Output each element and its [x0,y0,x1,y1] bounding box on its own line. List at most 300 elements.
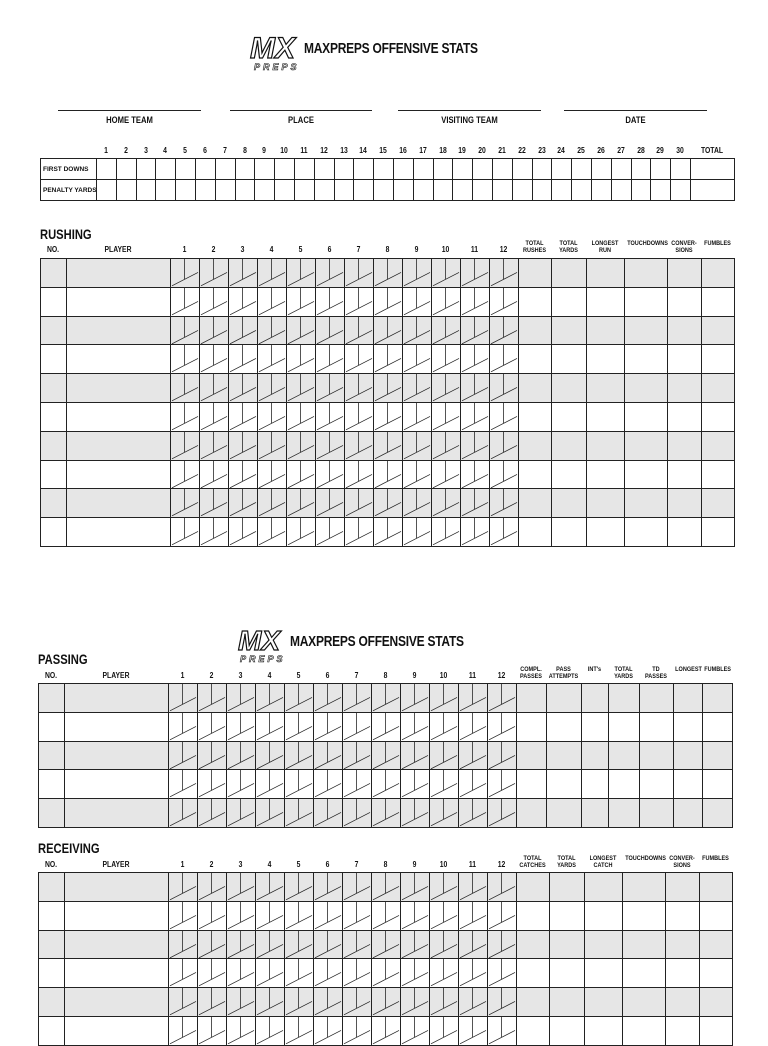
receiving-play-cell[interactable] [488,959,517,988]
summary-cell[interactable] [136,180,156,201]
rushing-stat-cell[interactable] [519,489,552,518]
rushing-play-cell[interactable] [171,287,200,316]
receiving-stat-cell[interactable] [585,930,623,959]
rushing-play-cell[interactable] [432,489,461,518]
passing-stat-cell[interactable] [609,770,640,799]
summary-cell[interactable] [393,180,413,201]
rushing-stat-cell[interactable] [668,431,702,460]
passing-stat-cell[interactable] [582,799,609,828]
passing-play-cell[interactable] [169,741,198,770]
rushing-play-cell[interactable] [171,402,200,431]
rushing-stat-cell[interactable] [552,345,587,374]
rushing-play-cell[interactable] [200,374,229,403]
receiving-no-cell[interactable] [39,873,65,902]
rushing-play-cell[interactable] [374,489,403,518]
summary-cell[interactable] [314,180,334,201]
summary-cell[interactable] [275,180,295,201]
rushing-no-cell[interactable] [41,374,67,403]
passing-play-cell[interactable] [285,712,314,741]
rushing-play-cell[interactable] [171,316,200,345]
rushing-play-cell[interactable] [461,431,490,460]
receiving-play-cell[interactable] [314,1016,343,1045]
receiving-play-cell[interactable] [401,988,430,1017]
receiving-stat-cell[interactable] [517,1016,550,1045]
rushing-stat-cell[interactable] [702,345,735,374]
receiving-play-cell[interactable] [314,930,343,959]
passing-play-cell[interactable] [198,684,227,713]
receiving-play-cell[interactable] [256,901,285,930]
passing-player-cell[interactable] [65,799,169,828]
rushing-play-cell[interactable] [432,460,461,489]
rushing-play-cell[interactable] [345,316,374,345]
summary-cell[interactable] [314,159,334,180]
passing-play-cell[interactable] [169,799,198,828]
rushing-stat-cell[interactable] [702,489,735,518]
rushing-play-cell[interactable] [403,431,432,460]
rushing-play-cell[interactable] [345,374,374,403]
summary-cell[interactable] [433,159,453,180]
receiving-stat-cell[interactable] [666,988,700,1017]
passing-play-cell[interactable] [256,799,285,828]
rushing-play-cell[interactable] [258,259,287,288]
rushing-play-cell[interactable] [200,316,229,345]
rushing-play-cell[interactable] [374,287,403,316]
summary-cell[interactable] [393,159,413,180]
receiving-play-cell[interactable] [488,930,517,959]
passing-no-cell[interactable] [39,799,65,828]
receiving-play-cell[interactable] [285,1016,314,1045]
rushing-stat-cell[interactable] [519,345,552,374]
summary-cell[interactable] [235,159,255,180]
rushing-stat-cell[interactable] [625,287,668,316]
rushing-stat-cell[interactable] [519,518,552,547]
rushing-stat-cell[interactable] [668,316,702,345]
receiving-play-cell[interactable] [198,930,227,959]
passing-play-cell[interactable] [401,770,430,799]
passing-play-cell[interactable] [285,684,314,713]
passing-no-cell[interactable] [39,684,65,713]
receiving-play-cell[interactable] [256,873,285,902]
rushing-play-cell[interactable] [258,287,287,316]
passing-play-cell[interactable] [401,712,430,741]
passing-stat-cell[interactable] [609,799,640,828]
passing-stat-cell[interactable] [703,770,733,799]
rushing-stat-cell[interactable] [625,374,668,403]
rushing-no-cell[interactable] [41,345,67,374]
summary-cell[interactable] [413,180,433,201]
summary-cell[interactable] [195,159,215,180]
receiving-stat-cell[interactable] [550,959,585,988]
rushing-play-cell[interactable] [229,431,258,460]
passing-play-cell[interactable] [198,799,227,828]
rushing-play-cell[interactable] [403,316,432,345]
rushing-play-cell[interactable] [229,460,258,489]
rushing-stat-cell[interactable] [552,489,587,518]
rushing-play-cell[interactable] [258,460,287,489]
summary-cell[interactable] [473,180,493,201]
rushing-play-cell[interactable] [316,518,345,547]
passing-stat-cell[interactable] [582,770,609,799]
rushing-stat-cell[interactable] [668,345,702,374]
receiving-stat-cell[interactable] [550,988,585,1017]
summary-cell[interactable] [492,180,512,201]
rushing-play-cell[interactable] [316,345,345,374]
rushing-play-cell[interactable] [490,287,519,316]
receiving-stat-cell[interactable] [585,873,623,902]
passing-play-cell[interactable] [227,712,256,741]
summary-cell[interactable] [374,180,394,201]
passing-play-cell[interactable] [343,712,372,741]
passing-stat-cell[interactable] [517,741,547,770]
passing-play-cell[interactable] [227,741,256,770]
rushing-stat-cell[interactable] [587,259,625,288]
receiving-no-cell[interactable] [39,959,65,988]
rushing-play-cell[interactable] [171,460,200,489]
receiving-play-cell[interactable] [285,988,314,1017]
passing-play-cell[interactable] [314,770,343,799]
rushing-play-cell[interactable] [200,259,229,288]
passing-play-cell[interactable] [227,799,256,828]
receiving-no-cell[interactable] [39,901,65,930]
rushing-play-cell[interactable] [316,460,345,489]
receiving-play-cell[interactable] [372,901,401,930]
receiving-stat-cell[interactable] [585,988,623,1017]
passing-play-cell[interactable] [488,741,517,770]
rushing-play-cell[interactable] [345,489,374,518]
passing-play-cell[interactable] [372,799,401,828]
passing-player-cell[interactable] [65,741,169,770]
receiving-play-cell[interactable] [488,901,517,930]
visiting-team-line[interactable] [398,110,541,111]
receiving-play-cell[interactable] [372,959,401,988]
summary-cell[interactable] [591,159,611,180]
receiving-stat-cell[interactable] [700,988,733,1017]
rushing-stat-cell[interactable] [625,518,668,547]
receiving-play-cell[interactable] [401,959,430,988]
rushing-play-cell[interactable] [200,402,229,431]
receiving-play-cell[interactable] [488,1016,517,1045]
rushing-play-cell[interactable] [287,489,316,518]
receiving-stat-cell[interactable] [623,930,666,959]
receiving-play-cell[interactable] [227,988,256,1017]
rushing-play-cell[interactable] [258,345,287,374]
receiving-play-cell[interactable] [343,1016,372,1045]
rushing-play-cell[interactable] [316,489,345,518]
passing-stat-cell[interactable] [674,799,703,828]
receiving-play-cell[interactable] [314,959,343,988]
summary-cell[interactable] [572,180,592,201]
rushing-play-cell[interactable] [171,374,200,403]
passing-play-cell[interactable] [314,712,343,741]
rushing-play-cell[interactable] [490,259,519,288]
passing-play-cell[interactable] [459,712,488,741]
passing-stat-cell[interactable] [582,741,609,770]
summary-cell[interactable] [492,159,512,180]
rushing-play-cell[interactable] [258,518,287,547]
rushing-play-cell[interactable] [345,259,374,288]
summary-cell[interactable] [690,180,734,201]
rushing-play-cell[interactable] [287,259,316,288]
rushing-stat-cell[interactable] [552,402,587,431]
rushing-play-cell[interactable] [490,460,519,489]
passing-stat-cell[interactable] [640,799,674,828]
rushing-stat-cell[interactable] [702,287,735,316]
passing-stat-cell[interactable] [547,770,582,799]
rushing-stat-cell[interactable] [587,460,625,489]
summary-cell[interactable] [552,159,572,180]
receiving-player-cell[interactable] [65,1016,169,1045]
passing-play-cell[interactable] [459,770,488,799]
receiving-play-cell[interactable] [285,901,314,930]
rushing-play-cell[interactable] [171,259,200,288]
passing-stat-cell[interactable] [547,741,582,770]
passing-play-cell[interactable] [372,684,401,713]
passing-play-cell[interactable] [430,799,459,828]
rushing-play-cell[interactable] [345,345,374,374]
passing-stat-cell[interactable] [582,684,609,713]
rushing-play-cell[interactable] [432,402,461,431]
receiving-no-cell[interactable] [39,988,65,1017]
receiving-play-cell[interactable] [343,901,372,930]
rushing-stat-cell[interactable] [702,518,735,547]
summary-cell[interactable] [453,180,473,201]
receiving-stat-cell[interactable] [666,873,700,902]
receiving-player-cell[interactable] [65,988,169,1017]
receiving-play-cell[interactable] [227,930,256,959]
passing-stat-cell[interactable] [517,712,547,741]
receiving-play-cell[interactable] [372,1016,401,1045]
receiving-play-cell[interactable] [459,930,488,959]
passing-stat-cell[interactable] [703,741,733,770]
rushing-play-cell[interactable] [374,460,403,489]
receiving-stat-cell[interactable] [666,901,700,930]
rushing-play-cell[interactable] [171,431,200,460]
passing-player-cell[interactable] [65,684,169,713]
rushing-play-cell[interactable] [345,518,374,547]
rushing-no-cell[interactable] [41,518,67,547]
rushing-play-cell[interactable] [200,489,229,518]
rushing-play-cell[interactable] [403,345,432,374]
receiving-stat-cell[interactable] [517,959,550,988]
rushing-play-cell[interactable] [316,402,345,431]
summary-cell[interactable] [671,159,691,180]
rushing-play-cell[interactable] [461,402,490,431]
receiving-player-cell[interactable] [65,959,169,988]
rushing-play-cell[interactable] [229,259,258,288]
rushing-play-cell[interactable] [461,374,490,403]
receiving-play-cell[interactable] [169,873,198,902]
receiving-play-cell[interactable] [198,988,227,1017]
passing-play-cell[interactable] [372,741,401,770]
summary-cell[interactable] [690,159,734,180]
passing-play-cell[interactable] [314,684,343,713]
rushing-no-cell[interactable] [41,402,67,431]
passing-stat-cell[interactable] [547,799,582,828]
rushing-play-cell[interactable] [258,374,287,403]
receiving-player-cell[interactable] [65,930,169,959]
receiving-play-cell[interactable] [459,1016,488,1045]
passing-play-cell[interactable] [372,770,401,799]
rushing-play-cell[interactable] [374,316,403,345]
rushing-play-cell[interactable] [490,431,519,460]
receiving-stat-cell[interactable] [517,901,550,930]
summary-cell[interactable] [611,180,631,201]
rushing-play-cell[interactable] [490,518,519,547]
summary-cell[interactable] [631,159,651,180]
rushing-stat-cell[interactable] [702,402,735,431]
summary-cell[interactable] [275,159,295,180]
passing-play-cell[interactable] [401,684,430,713]
receiving-play-cell[interactable] [198,873,227,902]
passing-stat-cell[interactable] [674,712,703,741]
passing-stat-cell[interactable] [674,741,703,770]
summary-cell[interactable] [631,180,651,201]
receiving-stat-cell[interactable] [666,930,700,959]
rushing-stat-cell[interactable] [519,402,552,431]
summary-cell[interactable] [512,180,532,201]
summary-cell[interactable] [433,180,453,201]
receiving-stat-cell[interactable] [550,901,585,930]
receiving-stat-cell[interactable] [623,873,666,902]
rushing-play-cell[interactable] [229,287,258,316]
rushing-play-cell[interactable] [403,460,432,489]
summary-cell[interactable] [334,159,354,180]
passing-stat-cell[interactable] [674,684,703,713]
rushing-stat-cell[interactable] [552,431,587,460]
receiving-no-cell[interactable] [39,1016,65,1045]
home-team-line[interactable] [58,110,201,111]
rushing-play-cell[interactable] [229,402,258,431]
receiving-play-cell[interactable] [169,901,198,930]
receiving-stat-cell[interactable] [666,959,700,988]
passing-play-cell[interactable] [198,712,227,741]
receiving-play-cell[interactable] [459,988,488,1017]
passing-play-cell[interactable] [430,712,459,741]
receiving-play-cell[interactable] [401,1016,430,1045]
rushing-play-cell[interactable] [258,489,287,518]
rushing-play-cell[interactable] [403,402,432,431]
summary-cell[interactable] [136,159,156,180]
summary-cell[interactable] [473,159,493,180]
rushing-play-cell[interactable] [490,316,519,345]
receiving-stat-cell[interactable] [700,959,733,988]
receiving-stat-cell[interactable] [585,959,623,988]
rushing-play-cell[interactable] [316,316,345,345]
receiving-play-cell[interactable] [198,901,227,930]
rushing-stat-cell[interactable] [552,460,587,489]
rushing-play-cell[interactable] [171,518,200,547]
rushing-stat-cell[interactable] [625,489,668,518]
rushing-stat-cell[interactable] [587,287,625,316]
receiving-stat-cell[interactable] [623,1016,666,1045]
receiving-play-cell[interactable] [169,930,198,959]
rushing-play-cell[interactable] [461,345,490,374]
rushing-stat-cell[interactable] [668,287,702,316]
rushing-no-cell[interactable] [41,316,67,345]
passing-play-cell[interactable] [430,770,459,799]
passing-play-cell[interactable] [488,712,517,741]
rushing-stat-cell[interactable] [519,431,552,460]
passing-play-cell[interactable] [401,799,430,828]
passing-player-cell[interactable] [65,770,169,799]
passing-play-cell[interactable] [459,741,488,770]
receiving-play-cell[interactable] [343,988,372,1017]
receiving-no-cell[interactable] [39,930,65,959]
receiving-stat-cell[interactable] [623,901,666,930]
rushing-play-cell[interactable] [432,518,461,547]
receiving-player-cell[interactable] [65,901,169,930]
rushing-play-cell[interactable] [200,431,229,460]
rushing-play-cell[interactable] [490,345,519,374]
rushing-play-cell[interactable] [490,402,519,431]
summary-cell[interactable] [354,180,374,201]
rushing-play-cell[interactable] [171,489,200,518]
receiving-play-cell[interactable] [169,959,198,988]
rushing-play-cell[interactable] [287,402,316,431]
passing-play-cell[interactable] [314,741,343,770]
rushing-stat-cell[interactable] [668,460,702,489]
receiving-stat-cell[interactable] [666,1016,700,1045]
summary-cell[interactable] [156,180,176,201]
summary-cell[interactable] [354,159,374,180]
receiving-play-cell[interactable] [372,988,401,1017]
rushing-player-cell[interactable] [67,402,171,431]
rushing-play-cell[interactable] [316,374,345,403]
summary-cell[interactable] [97,159,117,180]
receiving-play-cell[interactable] [430,988,459,1017]
receiving-play-cell[interactable] [488,873,517,902]
receiving-play-cell[interactable] [430,959,459,988]
passing-stat-cell[interactable] [547,684,582,713]
passing-no-cell[interactable] [39,741,65,770]
rushing-play-cell[interactable] [345,287,374,316]
rushing-player-cell[interactable] [67,374,171,403]
rushing-stat-cell[interactable] [668,518,702,547]
receiving-stat-cell[interactable] [517,873,550,902]
receiving-play-cell[interactable] [343,959,372,988]
passing-stat-cell[interactable] [703,712,733,741]
rushing-play-cell[interactable] [345,460,374,489]
passing-play-cell[interactable] [401,741,430,770]
rushing-stat-cell[interactable] [625,345,668,374]
rushing-stat-cell[interactable] [587,489,625,518]
passing-play-cell[interactable] [285,741,314,770]
rushing-no-cell[interactable] [41,259,67,288]
rushing-stat-cell[interactable] [702,259,735,288]
rushing-player-cell[interactable] [67,460,171,489]
passing-play-cell[interactable] [459,684,488,713]
rushing-play-cell[interactable] [229,316,258,345]
rushing-stat-cell[interactable] [519,287,552,316]
passing-stat-cell[interactable] [640,770,674,799]
receiving-play-cell[interactable] [343,930,372,959]
summary-cell[interactable] [532,159,552,180]
receiving-stat-cell[interactable] [585,1016,623,1045]
summary-cell[interactable] [255,159,275,180]
passing-stat-cell[interactable] [640,684,674,713]
rushing-play-cell[interactable] [490,489,519,518]
rushing-player-cell[interactable] [67,287,171,316]
rushing-stat-cell[interactable] [587,374,625,403]
receiving-play-cell[interactable] [372,930,401,959]
summary-cell[interactable] [611,159,631,180]
rushing-no-cell[interactable] [41,489,67,518]
rushing-play-cell[interactable] [403,287,432,316]
summary-cell[interactable] [413,159,433,180]
receiving-play-cell[interactable] [430,930,459,959]
receiving-play-cell[interactable] [430,873,459,902]
rushing-player-cell[interactable] [67,489,171,518]
